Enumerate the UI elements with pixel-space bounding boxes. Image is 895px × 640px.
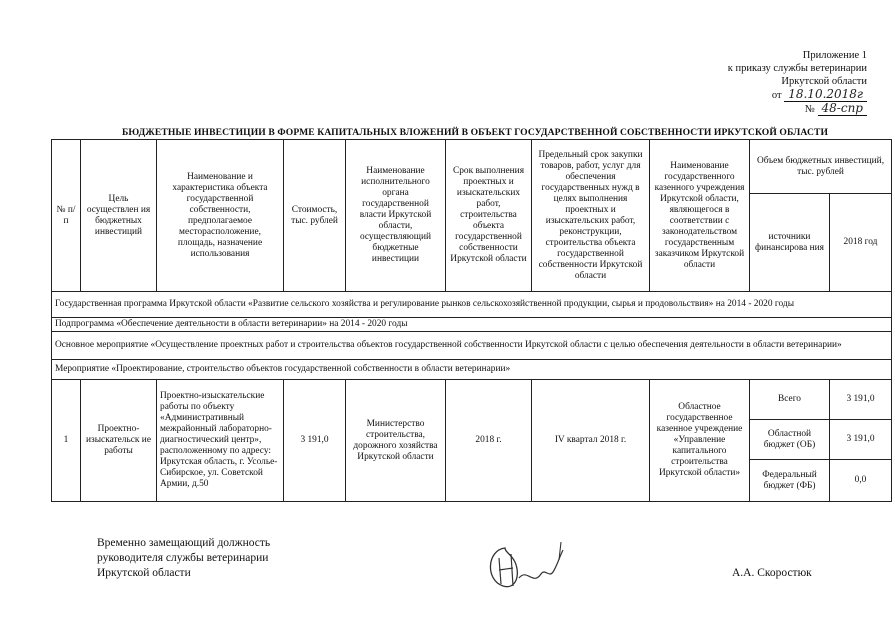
header-customer: Наименование государственного казенного учреждения Иркутской области, являющегося в соответствии с законодательством государственным заказчиком Иркутской области — [650, 140, 750, 292]
handwritten-number: 48-спр — [818, 101, 867, 116]
appendix-block — [647, 49, 867, 116]
header-sources: источники финансирова ния — [750, 194, 830, 292]
row-num: 1 — [52, 380, 81, 502]
header-object: Наименование и характеристика объекта государственной собственности, предполагаемое месторасположение, площадь, назначение использования — [157, 140, 284, 292]
signatory-name: А.А. Скоростюк — [732, 567, 812, 579]
appendix-title: Приложение 1 — [802, 50, 867, 61]
activity-row — [52, 360, 892, 380]
appendix-date-line — [647, 88, 867, 102]
position-line: Временно замещающий должность — [97, 537, 271, 549]
handwritten-signature — [475, 528, 585, 598]
subprogram-row — [52, 318, 892, 332]
main-activity-row — [52, 332, 892, 360]
subprogram-text: Подпрограмма «Обеспечение деятельности в области ветеринарии» на 2014 - 2020 годы — [52, 318, 892, 332]
financing-source: Федеральный бюджет (ФБ) — [750, 460, 830, 502]
row-object: Проектно-изыскательские работы по объекту «Административный межрайонный лабораторно-диагностический центр», расположенному по адресу: Иркутская область, г. Усолье-Сибирское, ул. Советской Армии, д.50 — [157, 380, 284, 502]
header-num: № п/п — [52, 140, 81, 292]
appendix-number-line — [647, 102, 867, 116]
program-row — [52, 292, 892, 318]
financing-amount: 0,0 — [830, 460, 892, 502]
header-purpose: Цель осуществлен ия бюджетных инвестиций — [81, 140, 157, 292]
appendix-region: Иркутской области — [781, 76, 867, 87]
header-row-1 — [52, 140, 892, 194]
number-prefix: № — [804, 104, 815, 115]
header-cost: Стоимость, тыс. рублей — [284, 140, 346, 292]
financing-amount: 3 191,0 — [830, 380, 892, 420]
row-purpose: Проектно-изыскательск ие работы — [81, 380, 157, 502]
header-executor: Наименование исполнительного органа государственной власти Иркутской области, осуществляющий бюджетные инвестиции — [346, 140, 446, 292]
row-term: 2018 г. — [446, 380, 532, 502]
row-deadline: IV квартал 2018 г. — [532, 380, 650, 502]
document-title: БЮДЖЕТНЫЕ ИНВЕСТИЦИИ В ФОРМЕ КАПИТАЛЬНЫХ ВЛОЖЕНИЙ В ОБЪЕКТ ГОСУДАРСТВЕННОЙ СОБСТВЕННОСТИ ИРКУТСКОЙ ОБЛАСТИ — [121, 127, 829, 138]
header-term: Срок выполнения проектных и изыскательских работ, строительства объекта государственной собственности Иркутской области — [446, 140, 532, 292]
position-line: Иркутской области — [97, 567, 191, 579]
financing-amount: 3 191,0 — [830, 420, 892, 460]
investment-table — [51, 139, 892, 502]
financing-source: Всего — [750, 380, 830, 420]
row-customer: Областное государственное казенное учреждение «Управление капитального строительства Иркутской области» — [650, 380, 750, 502]
row-cost: 3 191,0 — [284, 380, 346, 502]
header-volume: Объем бюджетных инвестиций, тыс. рублей — [750, 140, 892, 194]
date-prefix: от — [771, 90, 782, 101]
header-year: 2018 год — [830, 194, 892, 292]
handwritten-date: 18.10.2018г — [784, 87, 867, 102]
row-executor: Министерство строительства, дорожного хозяйства Иркутской области — [346, 380, 446, 502]
table-row — [52, 380, 892, 420]
position-line: руководителя службы ветеринарии — [97, 552, 269, 564]
activity-text: Мероприятие «Проектирование, строительство объектов государственной собственности в области ветеринарии» — [52, 360, 892, 380]
appendix-order-ref: к приказу службы ветеринарии — [727, 63, 867, 74]
signatory-position — [97, 536, 270, 581]
main-activity-text: Основное мероприятие «Осуществление проектных работ и строительства объектов государственной собственности Иркутской области с целью обеспечения деятельности в области ветеринарии» — [52, 332, 892, 360]
header-deadline: Предельный срок закупки товаров, работ, услуг для обеспечения государственных нужд в целях выполнения проектных и изыскательских работ, реконструкции, строительства объекта государственной собственности Иркутской области — [532, 140, 650, 292]
financing-source: Областной бюджет (ОБ) — [750, 420, 830, 460]
program-text: Государственная программа Иркутской области «Развитие сельского хозяйства и регулирование рынков сельскохозяйственной продукции, сырья и продовольствия» на 2014 - 2020 годы — [52, 292, 892, 318]
